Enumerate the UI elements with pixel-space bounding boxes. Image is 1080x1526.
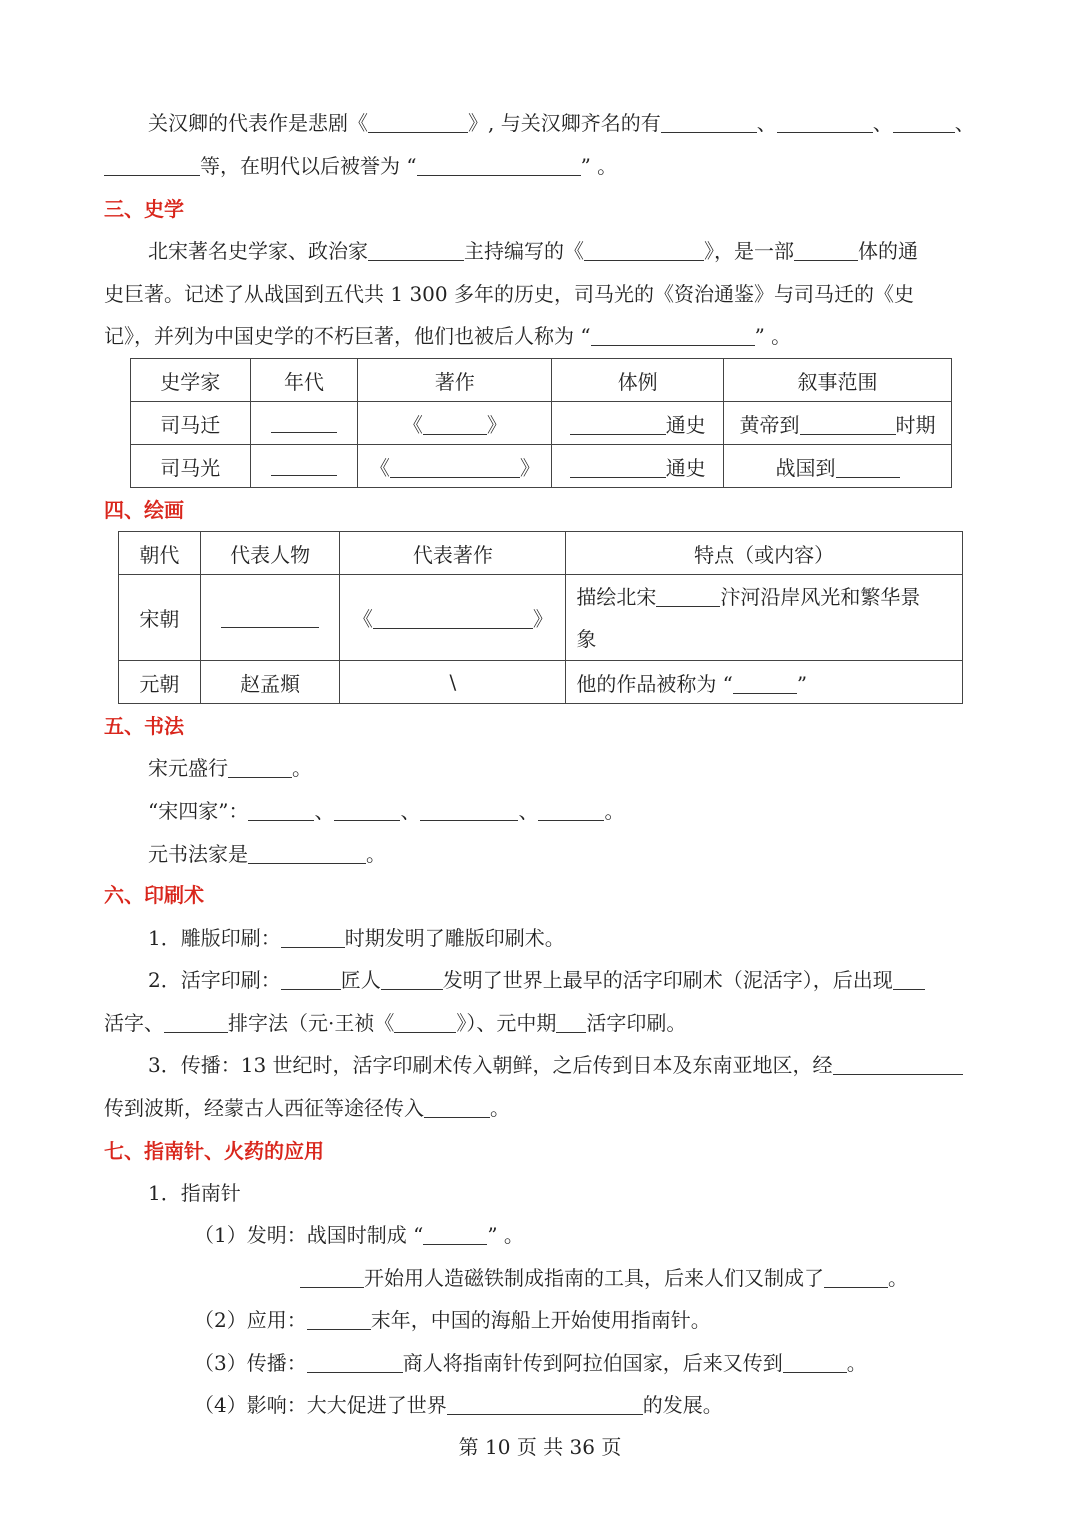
section-heading-painting: 四、绘画: [104, 498, 184, 522]
blank[interactable]: [591, 325, 755, 346]
blank[interactable]: [584, 240, 704, 261]
blank[interactable]: [228, 757, 292, 778]
blank[interactable]: [783, 1352, 847, 1373]
table-row: 司马光 《 》 通史 战国到: [131, 445, 952, 488]
section-heading-calligraphy: 五、书法: [104, 714, 184, 738]
blank[interactable]: [570, 457, 666, 478]
painting-table: [118, 531, 963, 704]
blank[interactable]: [661, 112, 757, 133]
blank[interactable]: [893, 969, 925, 990]
text-line: 传到波斯，经蒙古人西征等途径传入 。: [104, 1096, 510, 1120]
blank[interactable]: [271, 412, 337, 433]
blank[interactable]: [447, 1394, 643, 1415]
blank[interactable]: [104, 155, 200, 176]
blank[interactable]: [381, 969, 443, 990]
section-heading-compass-gunpowder: 七、指南针、火药的应用: [104, 1139, 324, 1163]
text-line: （4）影响：大大促进了世界 的发展。: [194, 1393, 723, 1417]
blank[interactable]: [824, 1267, 888, 1288]
text-line: 关汉卿的代表作是悲剧《 》, 与关汉卿齐名的有 、 、 、: [148, 111, 975, 135]
blank[interactable]: [420, 800, 518, 821]
blank[interactable]: [164, 1012, 228, 1033]
table-header-row: 史学家 年代 著作 体例 叙事范围: [131, 359, 952, 402]
table-row: 元朝 赵孟頫 \ 他的作品被称为 “ ”: [119, 661, 963, 704]
historian-table: [130, 358, 952, 488]
section-heading-history: 三、史学: [104, 197, 184, 221]
text-line: 1．雕版印刷： 时期发明了雕版印刷术。: [148, 926, 565, 950]
text-line: 3．传播：13 世纪时，活字印刷术传入朝鲜，之后传到日本及东南亚地区，经: [148, 1050, 1080, 1080]
blank[interactable]: [221, 607, 319, 628]
blank[interactable]: [248, 843, 366, 864]
page-footer: 第 10 页 共 36 页: [458, 1435, 622, 1459]
blank[interactable]: [423, 1224, 487, 1245]
text-line: 记》，并列为中国史学的不朽巨著，他们也被后人称为 “ ” 。: [104, 324, 792, 348]
blank[interactable]: [556, 1012, 586, 1033]
blank[interactable]: [733, 673, 797, 694]
blank[interactable]: [538, 800, 604, 821]
blank[interactable]: [368, 112, 468, 133]
blank[interactable]: [248, 800, 314, 821]
blank[interactable]: [307, 1309, 371, 1330]
blank[interactable]: [373, 608, 533, 629]
blank[interactable]: [368, 240, 464, 261]
text-line: 史巨著。记述了从战国到五代共 1 300 多年的历史，司马光的《资治通鉴》与司马迁的《史: [104, 282, 914, 306]
table-row: 宋朝 《 》 描绘北宋 汴河沿岸风光和繁华景 象: [119, 575, 963, 661]
blank[interactable]: [394, 1012, 456, 1033]
blank[interactable]: [281, 969, 341, 990]
blank[interactable]: [833, 1054, 963, 1075]
blank[interactable]: [334, 800, 400, 821]
text-line: 活字、 排字法（元·王祯《 》）、元中期 活字印刷。: [104, 1011, 687, 1035]
text-line: 北宋著名史学家、政治家 主持编写的《 》，是一部 体的通: [148, 239, 918, 263]
blank[interactable]: [307, 1352, 403, 1373]
blank[interactable]: [656, 586, 720, 607]
text-line: 宋元盛行 。: [148, 756, 312, 780]
blank[interactable]: [390, 457, 520, 478]
blank[interactable]: [794, 240, 858, 261]
text-line: 开始用人造磁铁制成指南的工具，后来人们又制成了 。: [300, 1263, 1080, 1293]
blank[interactable]: [836, 457, 900, 478]
text-line: （3）传播： 商人将指南针传到阿拉伯国家，后来又传到 。: [194, 1351, 867, 1375]
blank[interactable]: [777, 112, 873, 133]
blank[interactable]: [423, 414, 487, 435]
blank[interactable]: [893, 112, 955, 133]
blank[interactable]: [424, 1097, 490, 1118]
blank[interactable]: [281, 927, 345, 948]
text-line: “宋四家”： 、 、 、 。: [148, 799, 625, 823]
blank[interactable]: [417, 155, 581, 176]
text-line: 2．活字印刷： 匠人 发明了世界上最早的活字印刷术（泥活字），后出现: [148, 965, 1080, 995]
text-line: 元书法家是 。: [148, 842, 386, 866]
blank[interactable]: [800, 414, 896, 435]
section-heading-printing: 六、印刷术: [104, 883, 204, 907]
text-line: （1）发明：战国时制成 “ ” 。: [194, 1223, 524, 1247]
text-line: 1．指南针: [148, 1181, 241, 1205]
blank[interactable]: [271, 455, 337, 476]
table-row: 司马迁 《 》 通史 黄帝到 时期: [131, 402, 952, 445]
table-header-row: 朝代 代表人物 代表著作 特点（或内容）: [119, 532, 963, 575]
text-line: 等，在明代以后被誉为 “ ” 。: [104, 151, 1080, 181]
blank[interactable]: [300, 1267, 364, 1288]
text-line: （2）应用： 末年，中国的海船上开始使用指南针。: [194, 1308, 711, 1332]
blank[interactable]: [570, 414, 666, 435]
